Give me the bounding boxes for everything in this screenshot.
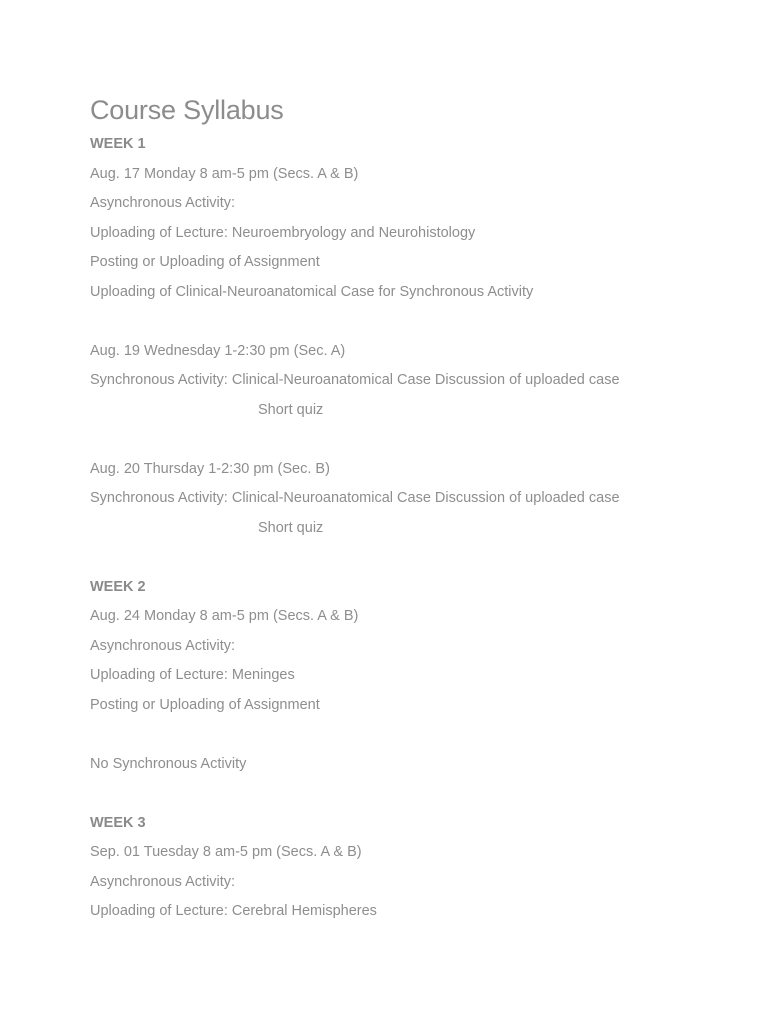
week-2-day-1-line: Posting or Uploading of Assignment — [90, 696, 320, 713]
week-1-day-3-activity: Synchronous Activity: Clinical-Neuroanatomical Case Discussion of uploaded case — [90, 490, 620, 506]
week-3-day-1-line: Uploading of Lecture: Cerebral Hemispheres — [90, 903, 377, 919]
week-1-day-1-line: Uploading of Lecture: Neuroembryology and Neurohistology — [90, 224, 476, 241]
page-title: Course Syllabus — [90, 95, 284, 125]
week-1-day-1-line: Asynchronous Activity: — [90, 195, 236, 211]
week-1-heading: WEEK 1 — [90, 136, 146, 152]
spacer — [90, 543, 730, 573]
week-3-day-1-date: Sep. 01 Tuesday 8 am-5 pm (Secs. A & B) — [90, 844, 362, 860]
week-1-day-3-date: Aug. 20 Thursday 1-2:30 pm (Sec. B) — [90, 460, 330, 477]
week-2-heading: WEEK 2 — [90, 578, 146, 595]
week-2-day-1-line: Uploading of Lecture: Meninges — [90, 667, 295, 683]
week-1-day-2-activity: Synchronous Activity: Clinical-Neuroanatomical Case Discussion of uploaded case — [90, 372, 620, 388]
week-1-day-1-line: Posting or Uploading of Assignment — [90, 254, 320, 270]
week-1-day-2-date: Aug. 19 Wednesday 1-2:30 pm (Sec. A) — [90, 342, 346, 359]
week-1-day-2-quiz: Short quiz — [258, 401, 324, 418]
spacer — [90, 307, 730, 337]
week-1-day-1-line: Uploading of Clinical-Neuroanatomical Case for Synchronous Activity — [90, 283, 534, 300]
week-1-day-1-date: Aug. 17 Monday 8 am-5 pm (Secs. A & B) — [90, 165, 359, 182]
week-2-day-1-line: Asynchronous Activity: — [90, 637, 236, 654]
spacer — [90, 779, 730, 809]
week-1-day-3-quiz: Short quiz — [258, 519, 324, 536]
week-3-day-1-line: Asynchronous Activity: — [90, 873, 236, 890]
spacer — [90, 425, 730, 455]
week-2-note: No Synchronous Activity — [90, 755, 247, 772]
week-3-heading: WEEK 3 — [90, 814, 146, 831]
syllabus-document — [90, 90, 730, 927]
week-2-day-1-date: Aug. 24 Monday 8 am-5 pm (Secs. A & B) — [90, 608, 359, 624]
spacer — [90, 720, 730, 750]
